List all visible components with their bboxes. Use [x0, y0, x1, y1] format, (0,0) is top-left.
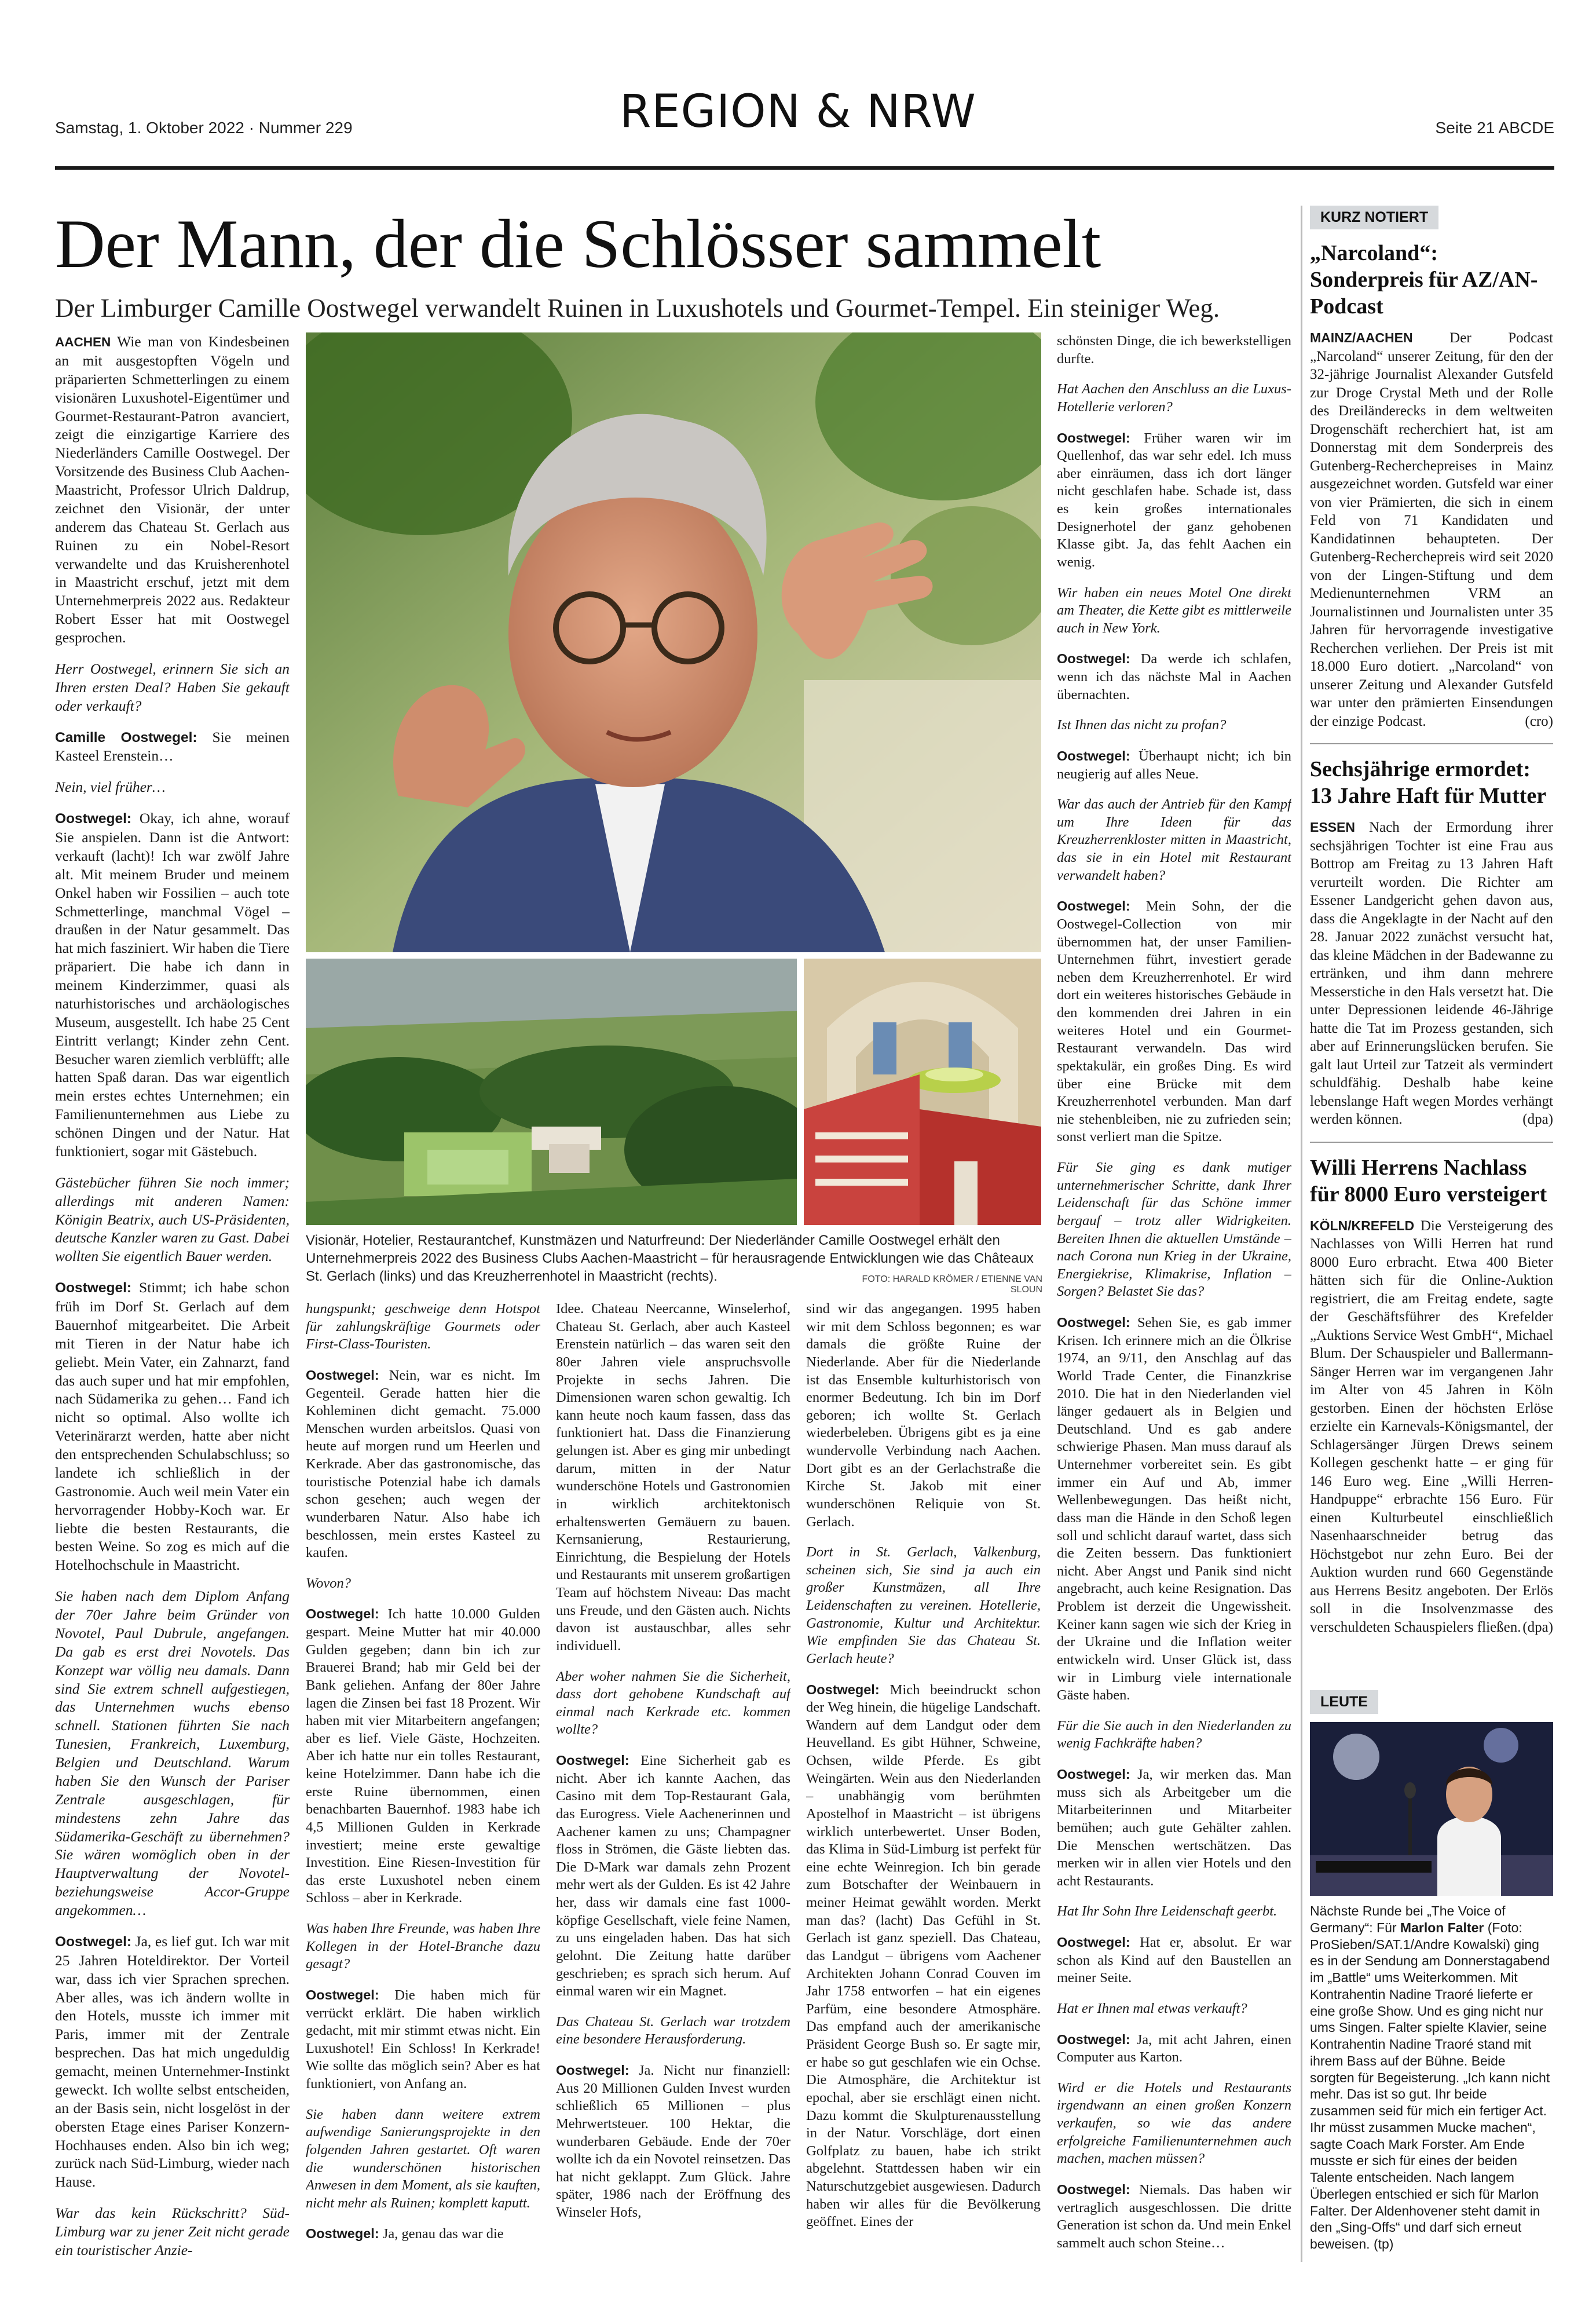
speaker-label: Oostwegel: [556, 2063, 629, 2078]
speaker-label: Oostwegel: [1057, 1767, 1130, 1782]
interview-question: Ist Ihnen das nicht zu profan? [1057, 717, 1227, 733]
article-column-3 [556, 1300, 790, 2262]
news-3-signature: (dpa) [1522, 1619, 1553, 1635]
sidebar-divider [1301, 206, 1302, 2262]
paragraph-text: Ich hatte 10.000 Gulden gespart. Meine Mutter hat mir 40.000 Gulden gegeben; dann bin ich zur Brauerei Brand; hab mir Geld bei der Bank geliehen. Anfang der 80er Jahre lagen die Zinsen bei fast 18 Prozent. Wir haben mit vier Mitarbeitern angefangen; aber es lief. Viele Gäste, Hochzeiten. Aber ich hatte nur ein tolles Restaurant, keine Hotelzimmer. Dann habe ich die erste Ruine übernommen, einen benachbarten Bauernhof. 1983 habe ich 4,5 Millionen Gulden in Kerkrade investiert; meine erste gewaltige Investition. Eine Riesen-Investition für das erste Luxushotel neben einem Schloss – aber in Kerkrade. [306, 1606, 540, 1906]
news-divider-1 [1310, 743, 1553, 744]
article-paragraph [1057, 332, 1291, 368]
speaker-label: Camille Oostwegel: [55, 729, 197, 745]
interview-question: Sie haben dann weitere extrem aufwendige Sanierungsprojekte in den folgenden Jahren gestartet. Oft waren die wunderschönen historischen Anwesen in dem Moment, als sie kauften, nicht mehr als Ruinen; komplett kaputt. [306, 2106, 540, 2211]
speaker-label: Oostwegel: [306, 1987, 379, 2002]
interview-question: War das kein Rückschritt? Süd-Limburg war zu jener Zeit nicht gerade ein touristischer Anzie- [55, 2205, 290, 2258]
article-paragraph [556, 1752, 790, 2001]
paragraph-text: Mein Sohn, der die Oostwegel-Collection von mir übernommen hat, der unser Familien-Unternehmen führt, investiert gerade neben dem Kreuzherrenhotel. Er wird dort ein weiteres historisches Gebäude in den kommenden drei Jahren in ein weiteres Hotel und ein Gourmet-Restaurant verwandeln. Das wird spektakulär, ein großes Ding. Es wird über eine Brücke mit dem Kreuzherrenhotel verbunden. Man darf nie stehenbleiben, nie zu zufrieden sein; sonst verliert man die Spitze. [1057, 898, 1291, 1145]
speaker-label: Oostwegel: [1057, 1935, 1130, 1950]
paragraph-text: Überhaupt nicht; ich bin neugierig auf alles Neue. [1057, 748, 1291, 782]
speaker-label: Oostwegel: [1057, 430, 1130, 445]
speaker-label: Oostwegel: [1057, 2181, 1130, 2197]
leute-photo [1310, 1722, 1553, 1896]
paragraph-text: Idee. Chateau Neercanne, Winselerhof, Chateau St. Gerlach, aber auch Kasteel Erenstein natürlich – das waren seit den 80er Jahren viele anspruchsvolle Projekte in sechs Jahren. Die Dimensionen waren schon gewaltig. Ich kann heute noch kaum fassen, dass das funktioniert hat. Dass die Finanzierung gelungen ist. Aber es ging mir unbedingt darum, mitten in der Natur wunderschöne Hotels und Gastronomien in wirklich architektonisch erhaltenswerten Gemäuern zu bauen. Kernsanierung, Restaurierung, Einrichtung, die Bespielung der Hotels und Restaurants mit unserem großartigen Team auf höchstem Niveau: Das macht uns Freude, und den Gästen auch. Nichts davon ist austauschbar, alles sehr individuell. [556, 1301, 790, 1654]
paragraph-text: Stimmt; ich habe schon früh im Dorf St. Gerlach auf dem Bauernhof mitgearbeitet. Die Arbeit mit Tieren in der Natur habe ich geliebt. Mein Vater, ein Zahnarzt, fand das auch super und hat mir empfohlen, nach Südamerika zu gehen… Fand ich nicht so optimal. Also wollte ich Veterinärarzt werden, hatte aber nicht den entsprechenden Schulabschluss; so landete ich schließlich in der Gastronomie. Auch weil mein Vater ein hervorragender Hobby-Koch war. Er liebte die besten Restaurants, die besten Weine. So zog es mich auf die Hotelhochschule in Maastricht. [55, 1279, 290, 1574]
speaker-label: Oostwegel: [306, 1367, 379, 1383]
section-title: REGION & NRW [620, 86, 976, 138]
leute-signature: (tp) [1373, 2236, 1394, 2251]
article-paragraph [55, 332, 290, 647]
article-paragraph [1057, 1314, 1291, 1705]
article-paragraph [55, 728, 290, 766]
paragraph-text: Hat er, absolut. Er war schon als Kind auf den Baustellen an meiner Seite. [1057, 1935, 1291, 1986]
paragraph-text: Mich beeindruckt schon der Weg hinein, die hügelige Landschaft. Wandern auf dem Landgut oder dem Heuvelland. Es gibt Hühner, Schweine, Ochsen, wilde Pferde. Es gibt Weingärten. Wein aus den Niederlanden – unabhängig vom berühmten Apostelhof in Maastricht – ist übrigens wirklich unterbewertet. Unser Boden, das Klima in Süd-Limburg ist perfekt für eine echte Weinregion. Ich bin gerade zum Botschafter der Weinbauern in meiner Heimat gewählt worden. Merkt man das? (lacht) Das Gefühl in St. Gerlach ist ganz speziell. Das Chateau, das Landgut – übrigens vom Aachener Architekten Johann Conrad Couven im Jahr 1758 entworfen – hat ein eigenes Parfüm, eine besondere Atmosphäre. Das empfand auch der amerikanische Präsident George Bush so. Er sagte mir, er habe so gut geschlafen wie ein Ochse. Die Atmosphäre, die Architektur ist epochal, aber sie erschlägt einen nicht. Dazu kommt die Skulpturenausstellung in der Natur. Vorschläge, dort einen Golfplatz zu bauen, habe ich strikt abgelehnt. Stattdessen haben wir ein Naturschutzgebiet ausgewiesen. Dadurch haben wir alles für die Bevölkerung geöffnet. Eines der [806, 1681, 1041, 2230]
paragraph-text: sind wir das angegangen. 1995 haben wir mit dem Schloss begonnen; es war damals die größte Ruine der Niederlande. Aber für die Niederlande ist das Ensemble kulturhistorisch von enormer Bedeutung. Ich bin im Dorf geboren; ich wollte St. Gerlach wiederbeleben. Übrigens gibt es ja eine wundervolle Verbindung nach Aachen. Dort gibt es an der Gerlachstraße die Kirche St. Jakob mit einer wunderschönen Reliquie von St. Gerlach. [806, 1301, 1041, 1530]
article-paragraph [806, 1681, 1041, 2231]
article-paragraph [556, 1300, 790, 1655]
article-paragraph [1057, 2031, 1291, 2067]
paragraph-text: Okay, ich ahne, worauf Sie anspielen. Dann ist die Antwort: verkauft (lacht)! Ich war zwölf Jahre alt. Mit meinem Bruder und meinem Onkel haben wir Fossilien – auch tote Schmetterlinge, manchmal Vögel – draußen in der Natur gesammelt. Das hat mich fasziniert. Wir haben die Tiere präpariert. Die habe ich dann in meinem Kinderzimmer, quasi als naturhistorisches und archäologisches Museum, ausgestellt. Ich habe 25 Cent Eintritt verlangt; Kinder zehn Cent. Besucher waren ziemlich verblüfft; alle hatten Spaß daran. Das war eigentlich mein erstes echtes Unternehmen; ein Familienunternehmen aus Liebe zu schönen Dingen und der Natur. Hat funktioniert, sogar mit Gästebuch. [55, 810, 290, 1160]
paragraph-text: Ja, mit acht Jahren, einen Computer aus Karton. [1057, 2031, 1291, 2066]
interview-question: War das auch der Antrieb für den Kampf um Ihre Ideen für das Kreuzherrenkloster mitten in Maastricht, das sie in ein Hotel mit Restaurant verwandelt haben? [1057, 796, 1291, 883]
paragraph-text: Eine Sicherheit gab es nicht. Aber ich kannte Aachen, das Casino mit dem Top-Restaurant Gala, das Eurogress. Viele Aachenerinnen und Aachener kamen zu uns; Champagner floss in Strömen, die Gäste liebten das. Die D-Mark war damals zehn Prozent mehr wert als der Gulden. Es ist 42 Jahre her, dass wir damals eine fast 1000-köpfige Gesellschaft, viele feine Namen, zu uns eingeladen haben. Das hat sich gelohnt. Die Zeitung hatte darüber geschrieben; es sprach sich herum. Auf einmal waren wir ein Magnet. [556, 1753, 790, 1999]
paragraph-text: Sehen Sie, es gab immer Krisen. Ich erinnere mich an die Ölkrise 1974, an 9/11, den Anschlag auf das World Trade Center, die Finanzkrise 2010. Die hat in den Niederlanden viel länger gedauert als in Belgien und Deutschland. Und es gab andere schwierige Phasen. Man muss darauf als Unternehmer vorbereitet sein. Es gibt immer ein Auf und Ab, immer Wellenbewegungen. Das heißt nicht, dass man die Hände in den Schoß legen soll und schlicht darauf wartet, dass sich die Zeiten bessern. Das funktioniert nicht. Aber Angst und Panik sind nicht angebracht, auch keine Resignation. Das Problem ist derzeit die Ungewissheit. Keiner kann sagen wie sich der Krieg in der Ukraine und die Inflation weiter entwickeln wird. Unser Glück ist, dass wir in Limburg viele internationale Gäste haben. [1057, 1315, 1291, 1704]
interview-question: Nein, viel früher… [55, 778, 166, 796]
news-1-body: MAINZ/AACHEN Der Podcast „Narcoland“ unserer Zeitung, für den der 32-jährige Journalist Alexander Gutsfeld zur Droge Crystal Meth und der Rolle des Dreiländerecks in dem weltweiten Drogenschäft recherchiert hat, ist am Donnerstag mit dem Sonderpreis des Gutenberg-Recherchepreises in Mainz ausgezeichnet worden. Gutsfeld war einer von vier Prämierten, die sich in einem Feld von 71 Kandidaten und Kandidatinnen behaupteten. Der Gutenberg-Recherchepreis wird seit 2020 von der Lingen-Stiftung und dem Medienunternehmen VRM an Journalistinnen und Journalisten unter 35 Jahren für hervorragende investigative Recherchen verliehen. Der Preis ist mit 18.000 Euro dotiert. „Narcoland“ von unserer Zeitung und Alexander Gutsfeld war unter den prämierten Einsendungen der einzige Podcast. (cro) [1310, 329, 1553, 730]
leute-name: Marlon Falter [1400, 1920, 1484, 1935]
article-paragraph [55, 1932, 290, 2191]
interview-question: Hat Ihr Sohn Ihre Leidenschaft geerbt. [1057, 1903, 1277, 1920]
article-paragraph [806, 1300, 1041, 1531]
portrait-photo [306, 332, 1041, 952]
interview-question: Gästebücher führen Sie noch immer; allerdings mit anderen Namen: Königin Beatrix, auch US-Präsidenten, deutsche Kanzler waren zu Gast. Dabei wollten Sie eigentlich Bauer werden. [55, 1174, 290, 1265]
paragraph-text: Ja, es lief gut. Ich war mit 25 Jahren Hoteldirektor. Der Vorteil war, dass ich vier Sprachen sprechen. Aber alles, was ich ändern wollte in den Hotels, musste ich immer mit Paris, immer mit der Zentrale besprechen. Das hat mich ungeduldig gemacht, meinen Unternehmer-Instinkt geweckt. Ich wollte selbst entscheiden, an der Basis sein, nicht losgelöst in der obersten Etage eines Pariser Konzern-Hochhauses enden. Also bin ich weg; zurück nach Süd-Limburg, wieder nach Hause. [55, 1932, 290, 2191]
news-1-headline: „Narcoland“: Sonderpreis für AZ/AN-Podcast [1310, 241, 1538, 319]
issue-date: Samstag, 1. Oktober 2022 · Nummer 229 [55, 119, 353, 137]
news-divider-2 [1310, 1142, 1553, 1143]
leute-tag: LEUTE [1310, 1690, 1378, 1714]
article-paragraph [306, 1986, 540, 2093]
article-paragraph [1057, 429, 1291, 572]
article-column-2 [306, 1300, 540, 2262]
speaker-label: Oostwegel: [55, 811, 132, 827]
article-paragraph [55, 809, 290, 1161]
interview-question: Das Chateau St. Gerlach war trotzdem eine besondere Herausforderung. [556, 2013, 790, 2048]
article-paragraph [1057, 747, 1291, 783]
speaker-label: Oostwegel: [306, 1606, 379, 1622]
interview-question: Herr Oostwegel, erinnern Sie sich an Ihren ersten Deal? Haben Sie gekauft oder verkauft? [55, 660, 290, 714]
interview-question: Wird er die Hotels und Restaurants irgendwann an einen großen Konzern verkaufen, so wie das andere erfolgreiche Familienunternehmen auch machen, machen müssen? [1057, 2079, 1291, 2167]
photo-caption: Visionär, Hotelier, Restaurantchef, Kunstmäzen und Naturfreund: Der Niederländer Camille Oostwegel erhält den Unternehmerpreis 2022 des Business Clubs Aachen-Maastricht – für herausragende Entwicklungen wie das Châteaux St. Gerlach (links) und das Kreuzherrenhotel in Maastricht (rechts). [306, 1233, 1034, 1284]
interview-question: Hat Aachen den Anschluss an die Luxus-Hotellerie verloren? [1057, 381, 1291, 415]
speaker-label: Oostwegel: [1057, 748, 1130, 763]
article-paragraph [306, 1605, 540, 1907]
interview-question: Sie haben nach dem Diplom Anfang der 70er Jahre beim Gründer von Novotel, Paul Dubrule, angefangen. Da gab es erst drei Novotels. Das Konzept war völlig neu damals. Dann sind Sie extrem schnell aufgestiegen, das Unternehmen wuchs ebenso schnell. Stationen führten Sie nach Tunesien, Frankreich, Luxemburg, Belgien und Deutschland. Warum haben Sie den Wunsch der Pariser Zentrale ausgeschlagen, für mindestens zehn Jahre das Südamerika-Geschäft zu übernehmen? Sie wären womöglich oben in der Hauptverwaltung der Novotel- beziehungsweise Accor-Gruppe angekommen… [55, 1588, 290, 1918]
speaker-label: Oostwegel: [1057, 1315, 1130, 1330]
interview-question: Für Sie ging es dank mutiger unternehmerischer Schritte, dank Ihrer Leidenschaft für das Schöne immer bergauf – trotz aller Widrigkeiten. Bereiten Ihnen die aktuellen Umstände – nach Corona nun Krieg in der Ukraine, Energiekrise, Klimakrise, Inflation – Sorgen? Belastet Sie das? [1057, 1160, 1291, 1300]
article-headline: Der Mann, der die Schlösser sammelt [55, 205, 1101, 282]
news-2-headline: Sechsjährige ermordet: 13 Jahre Haft für Mutter [1310, 757, 1547, 808]
article-paragraph [1057, 650, 1291, 704]
article-paragraph [1057, 1933, 1291, 1987]
sidebar-news [1310, 206, 1553, 1636]
article-paragraph [1057, 897, 1291, 1146]
paragraph-text: Wie man von Kindesbeinen an mit ausgestopften Vögeln und präparierten Schmetterlingen zu einem visionären Luxushotel-Eigentümer und Gourmet-Restaurant-Patron avanciert, zeigt die einzigartige Karriere des Niederländers Camille Oostwegel. Der Vorsitzende des Business Club Aachen-Maastricht, Professor Ulrich Daldrup, zeichnet den Visionär, der unter anderem das Chateau St. Gerlach aus Ruinen zu ein Nobel-Resort verwandelte und das Kruisherenhotel in Maastricht erschuf, jetzt mit dem Unternehmerpreis 2022 aus. Redakteur Robert Esser hat mit Oostwegel gesprochen. [55, 333, 290, 646]
kruisherenhotel-photo [804, 959, 1041, 1225]
interview-question: Wir haben ein neues Motel One direkt am Theater, die Kette gibt es mittlerweile auch in New York. [1057, 584, 1291, 636]
article-paragraph [556, 2061, 790, 2222]
speaker-label: Oostwegel: [306, 2226, 379, 2242]
interview-question: hungspunkt; geschweige denn Hotspot für zahlungskräftige Gourmets oder First-Class-Touristen. [306, 1301, 540, 1352]
news-2-body: ESSEN Nach der Ermordung ihrer sechsjährigen Tochter ist eine Frau aus Bottrop am Freitag zu 13 Jahren Haft verurteilt worden. Die Richter am Essener Landgericht gehen davon aus, dass die Angeklagte in der Nacht auf den 28. Januar 2022 zunächst versucht hat, das kleine Mädchen in der Badewanne zu ertränken, und ihm dann mehrere Messerstiche in den Hals versetzt hat. Die unter Depressionen leidende 46-Jährige hatte die Tat im Prozess gestanden, sich aber auf Erinnerungslücken berufen. Sie galt laut Urteil zur Tatzeit als vermindert schuldfähig. Deshalb habe keine lebenslange Haft wegen Mordes verhängt werden können. (dpa) [1310, 818, 1553, 1129]
article-subhead: Der Limburger Camille Oostwegel verwandelt Ruinen in Luxushotels und Gourmet-Tempel. Ein steiniger Weg. [55, 294, 1220, 323]
news-3-body: KÖLN/KREFELD Die Versteigerung des Nachlasses von Willi Herren hat rund 8000 Euro erbracht. Etwa 400 Bieter hätten sich für die Online-Auktion registriert, die am Freitag endete, sagte der Geschäftsführer des Krefelder „Auktions Service West GmbH“, Michael Blum. Der Schauspieler und Ballermann-Sänger Herren war im vergangenen Jahr im Alter von 45 Jahren in Köln gestorben. Einen der höchsten Erlöse erzielte ein Karnevals-Königsmantel, der Schlagersänger Jürgen Drews seinem Kollegen geschenkt hatte – er ging für 146 Euro weg. Eine „Willi Herren-Handpuppe“ erbrachte 156 Euro. Für einen Kulturbeutel einschließlich Nasenhaarschneider betrug das Höchstgebot nur zehn Euro. Bei der Auktion wurden rund 660 Gegenstände aus Herrens Besitz angeboten. Der Erlös soll in die Insolvenzmasse des verschuldeten Schauspielers fließen. (dpa) [1310, 1217, 1553, 1637]
interview-question: Dort in St. Gerlach, Valkenburg, scheinen sich, Sie sind ja auch ein großer Kunstmäzen, all Ihre Leidenschaften zu vereinen. Hotellerie, Gastronomie, Kultur und Architektur. Wie empfinden Sie das Chateau St. Gerlach heute? [806, 1544, 1041, 1666]
news-1-signature: (cro) [1525, 713, 1553, 729]
article-paragraph [306, 2225, 540, 2243]
interview-question: Wovon? [306, 1575, 352, 1591]
leute-body: Nächste Runde bei „The Voice of Germany“: Für Marlon Falter (Foto: ProSieben/SAT.1/Andre Kowalski) ging es in der Sendung am Donnerstagabend im „Battle“ ums Weiterkommen. Mit Kontrahentin Nadine Traoré lieferte er eine große Show. Und es ging nicht nur ums Singen. Falter spielte Klavier, seine Kontrahentin Nadine Traoré stand mit ihrem Bass auf der Bühne. Beide sorgten für Begeisterung. „Ich kann nicht mehr. Das ist so gut. Ihr beide zusammen seid für mich ein fertiger Act. Ihr müsst zusammen Mucke machen“, sagte Coach Mark Forster. Am Ende musste er sich für eines der beiden Talente entscheiden. Nach langem Überlegen entschied er sich für Marlon Falter. Der Aldenhovener steht damit in den „Sing-Offs“ und darf sich erneut beweisen. (tp) [1310, 1903, 1550, 2251]
paragraph-text: Früher waren wir im Quellenhof, das war sehr edel. Ich muss aber einräumen, dass ich dort länger nicht geschlafen habe. Schade ist, dass es kein großes internationales Designerhotel der ganz gehobenen Klasse gibt. Ja, das fehlt Aachen ein wenig. [1057, 430, 1291, 570]
article-column-1 [55, 332, 290, 2261]
interview-question: Was haben Ihre Freunde, was haben Ihre Kollegen in der Hotel-Branche dazu gesagt? [306, 1921, 540, 1972]
news-3-headline: Willi Herrens Nachlass für 8000 Euro versteigert [1310, 1155, 1547, 1207]
article-paragraph [1057, 1765, 1291, 1890]
speaker-label: Oostwegel: [55, 1280, 132, 1296]
article-paragraph [55, 1278, 290, 1574]
speaker-label: Oostwegel: [806, 1681, 880, 1697]
article-column-5 [1057, 332, 1291, 2261]
article-paragraph [1057, 2181, 1291, 2253]
page-number: Seite 21 ABCDE [1435, 119, 1554, 137]
speaker-label: Oostwegel: [556, 1753, 629, 1768]
paragraph-text: Sie meinen Kasteel Erenstein… [55, 728, 290, 765]
paragraph-text: Ja, genau das war die [379, 2226, 504, 2242]
speaker-label: Oostwegel: [55, 1933, 132, 1950]
interview-question: Für die Sie auch in den Niederlanden zu wenig Fachkräfte haben? [1057, 1717, 1291, 1752]
paragraph-text: schönsten Dinge, die ich bewerkstelligen durfte. [1057, 333, 1291, 367]
paragraph-text: Da werde ich schlafen, wenn ich das nächste Mal in Aachen übernachten. [1057, 651, 1291, 703]
kurz-notiert-tag: KURZ NOTIERT [1310, 206, 1438, 229]
paragraph-text: Nein, war es nicht. Im Gegenteil. Gerade hatten hier die Kohleminen dicht gemacht. 75.000 Menschen wurden arbeitslos. Quasi von heute auf morgen rund um Heerlen und Kerkrade. Aber das gastronomische, das touristische Potenzial habe ich damals schon gesehen; auch wegen der wunderbaren Natur. Also habe ich beschlossen, mein erstes Kasteel zu kaufen. [306, 1367, 540, 1561]
article-column-4 [806, 1300, 1041, 2262]
news-2-signature: (dpa) [1522, 1112, 1553, 1127]
paragraph-text: Niemals. Das haben wir vertraglich ausgeschlossen. Die dritte Generation ist schon da. Und mein Enkel sammelt auch schon Steine… [1057, 2181, 1291, 2251]
speaker-label: Oostwegel: [1057, 898, 1130, 914]
speaker-label: Oostwegel: [1057, 2031, 1130, 2047]
interview-question: Hat er Ihnen mal etwas verkauft? [1057, 2000, 1247, 2016]
photo-credit: FOTO: HARALD KRÖMER / ETIENNE VAN SLOUN [862, 1274, 1042, 1295]
article-paragraph [306, 1366, 540, 1562]
header-rule [55, 166, 1554, 170]
sidebar-leute [1310, 1690, 1553, 2253]
interview-question: Aber woher nahmen Sie die Sicherheit, dass dort gehobene Kundschaft auf einmal nach Kerkrade etc. kommen wollte? [556, 1668, 790, 1738]
dateline: AACHEN [55, 335, 111, 349]
paragraph-text: Ja, wir merken das. Man muss sich als Arbeitgeber um die Mitarbeiterinnen und Mitarbeiter bemühen; auch gute Gehälter zahlen. Die Menschen wertschätzen. Das merken wir in allen vier Hotels und den acht Restaurants. [1057, 1767, 1291, 1889]
aerial-photo-st-gerlach [306, 959, 797, 1225]
speaker-label: Oostwegel: [1057, 651, 1130, 667]
paragraph-text: Ja. Nicht nur finanziell: Aus 20 Millionen Gulden Invest wurden schließlich 65 Millionen – plus Mehrwertsteuer. 100 Hektar, die wunderbaren Gebäude. Ende der 70er wollte ich da ein Novotel reinsetzen. Das hat nicht geklappt. Zum Glück. Jahre später, 1986 nach der Eröffnung des Winseler Hofs, [556, 2063, 790, 2220]
paragraph-text: Die haben mich für verrückt erklärt. Die haben wirklich gedacht, mit mir stimmt etwas nicht. Ein Luxushotel! Ein Schloss! In Kerkrade! Wie sollte das möglich sein? Aber es hat funktioniert, von Anfang an. [306, 1987, 540, 2092]
